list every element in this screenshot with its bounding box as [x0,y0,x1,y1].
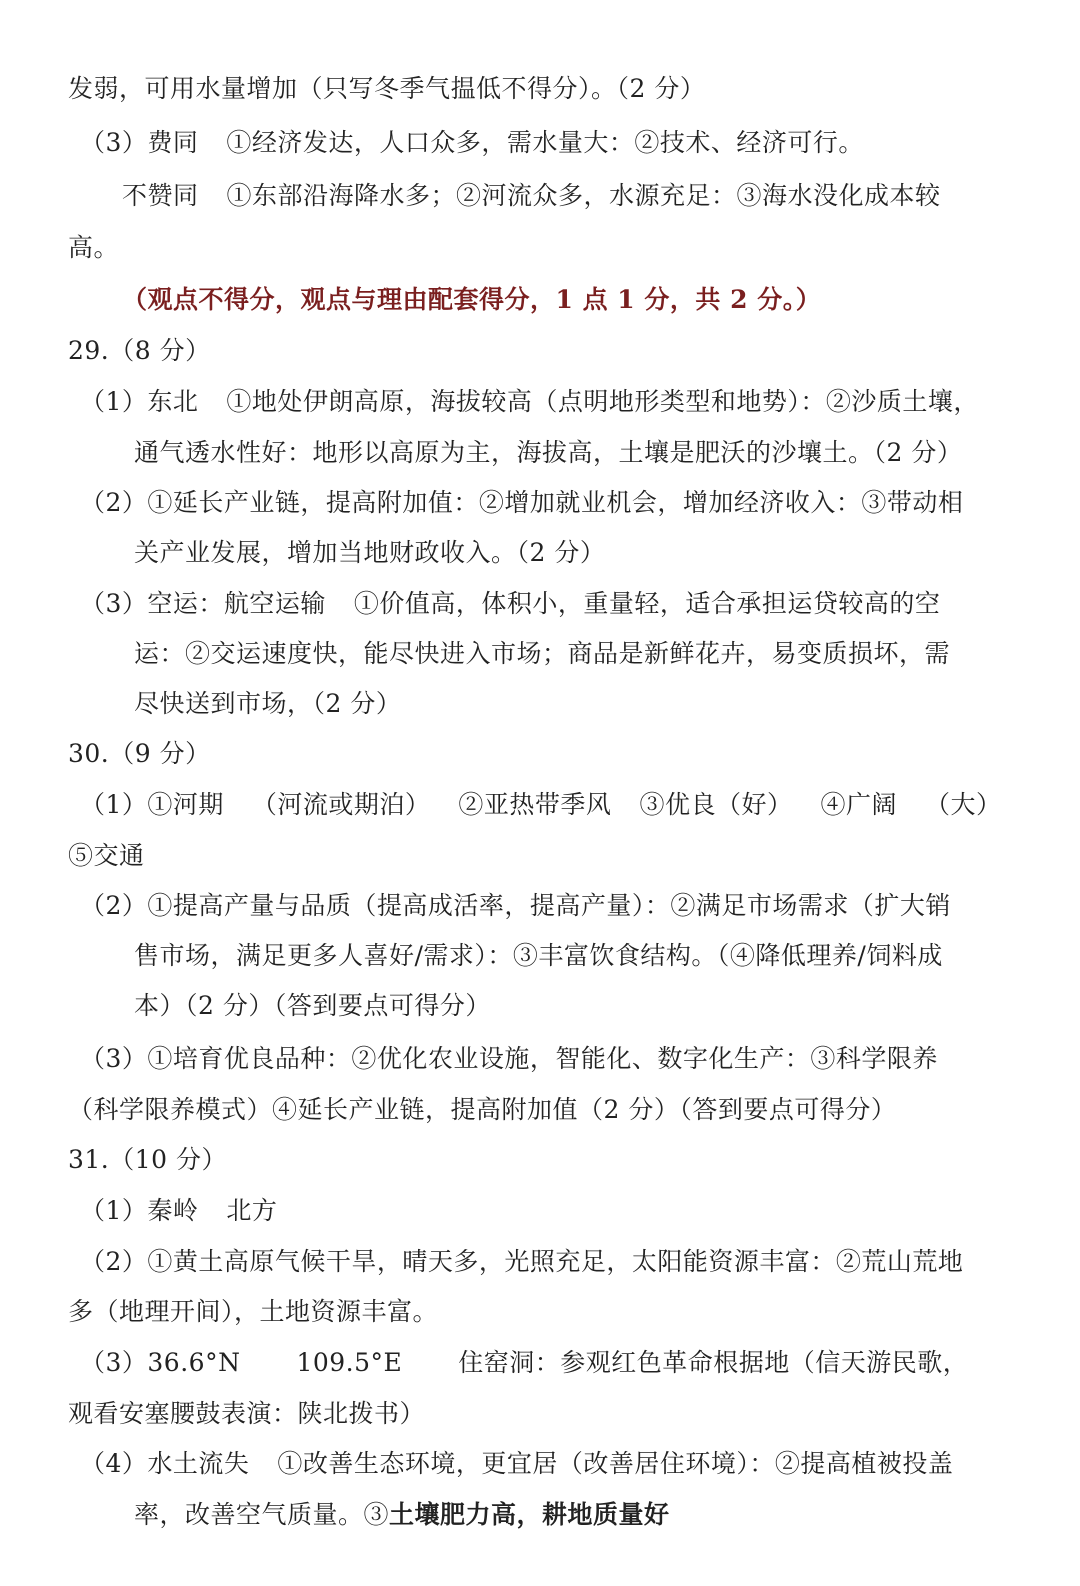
text-line: 率，改善空气质量。③土壤肥力高，耕地质量好 [134,1500,670,1529]
question-heading: 29.（8 分） [68,336,211,365]
text-line: 高。 [68,233,120,262]
text-line: 本）（2 分）（答到要点可得分） [134,991,491,1020]
scoring-note: （观点不得分，观点与理由配套得分，1 点 1 分，共 2 分。） [122,285,822,314]
text-line: 尽快送到市场，（2 分） [134,689,402,718]
text-line: （3）费同 ①经济发达，人口众多，需水量大：②技术、经济可行。 [80,128,864,157]
text-line: （2）①黄土高原气候干旱，晴天多，光照充足，太阳能资源丰富：②荒山荒地 [80,1247,964,1276]
text-line: （1）秦岭 北方 [80,1196,278,1225]
text-line: 通气透水性好：地形以高原为主，海拔高，土壤是肥沃的沙壤土。（2 分） [134,438,963,467]
text-line: 售市场，满足更多人喜好/需求）：③丰富饮食结构。（④降低理养/饲料成 [134,941,943,970]
text-line: 观看安塞腰鼓表演：陕北拨书） [68,1399,426,1428]
question-heading: 31.（10 分） [68,1145,228,1174]
question-heading: 30.（9 分） [68,739,211,768]
text-line: 不赞同 ①东部沿海降水多；②河流众多，水源充足：③海水没化成本较 [122,181,941,210]
text-line: 运：②交运速度快，能尽快进入市场；商品是新鲜花卉，易变质损坏，需 [134,639,951,668]
text-line: （4）水土流失 ①改善生态环境，更宜居（改善居住环境）：②提高植被投盖 [80,1449,954,1478]
text-line: （3）空运：航空运输 ①价值高，体积小，重量轻，适合承担运贷较高的空 [80,589,941,618]
text-line: （2）①延长产业链，提高附加值：②增加就业机会，增加经济收入：③带动相 [80,488,964,517]
text-line: （科学限养模式）④延长产业链，提高附加值（2 分）（答到要点可得分） [68,1095,897,1124]
text-line: 多（地理开间），土地资源丰富。 [68,1297,439,1326]
text-line: （3）①培育优良品种：②优化农业设施，智能化、数字化生产：③科学限养 [80,1044,938,1073]
text-line: （1）东北 ①地处伊朗高原，海拔较高（点明地形类型和地势）：②沙质土壤， [80,387,979,416]
text-line: （1）①河期 （河流或期泊） ②亚热带季风 ③优良（好） ④广阔 （大） [80,790,1002,819]
text-line: （3）36.6°N 109.5°E 住窑洞：参观红色革命根据地（信天游民歌， [80,1348,969,1377]
text-line: （2）①提高产量与品质（提高成活率，提高产量）：②满足市场需求（扩大销 [80,891,951,920]
text-line: ⑤交通 [68,841,145,870]
text-line: 发弱，可用水量增加（只写冬季气揾低不得分）。（2 分） [68,74,706,103]
text-line: 关产业发展，增加当地财政收入。（2 分） [134,538,606,567]
